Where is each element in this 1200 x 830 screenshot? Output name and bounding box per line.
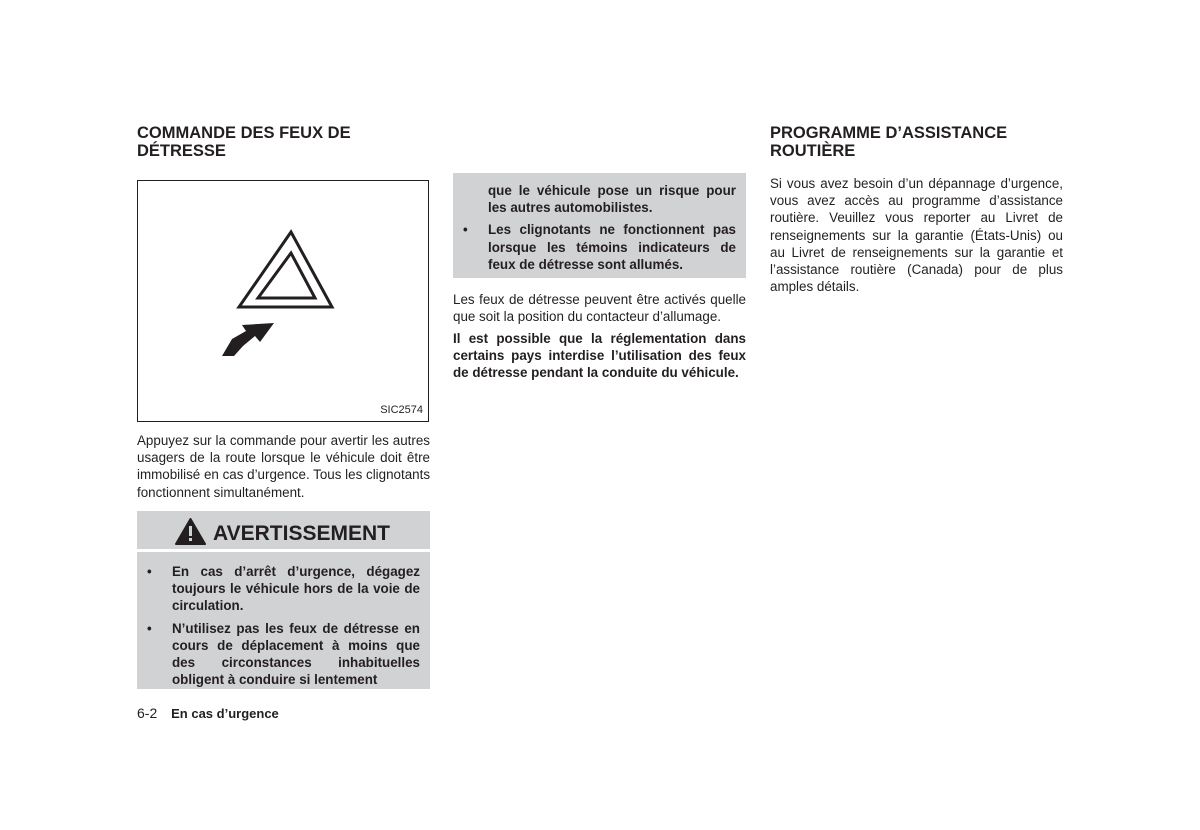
roadside-heading-line1: PROGRAMME D’ASSISTANCE	[770, 124, 1008, 142]
warning-item	[138, 563, 420, 615]
regulation-paragraph: Il est possible que la réglementation dans certains pays interdise l’utilisation des feux de détresse pendant la conduite du véhicule.	[453, 331, 746, 381]
warning-list	[138, 563, 420, 688]
bullet-icon: •	[463, 222, 468, 238]
figure-code: SIC2574	[380, 404, 423, 416]
bullet-icon: •	[147, 620, 152, 636]
hazard-switch-illustration	[138, 181, 428, 421]
warning-continuation-box	[453, 173, 746, 278]
page-footer	[137, 704, 279, 723]
hazard-heading-line1: COMMANDE DES FEUX DE	[137, 124, 351, 142]
roadside-heading-line2: ROUTIÈRE	[770, 141, 856, 160]
hazard-switch-figure	[137, 180, 429, 422]
warning-item	[138, 620, 420, 689]
bullet-icon: •	[147, 564, 152, 579]
warning-item-text: N’utilisez pas les feux de détresse en cours de déplacement à moins que des circonstances inhabituelles obligent à conduire si lentement	[172, 620, 420, 688]
warning-continuation: que le véhicule pose un risque pour les autres automobilistes.	[488, 183, 736, 216]
warning-triangle-icon	[175, 518, 206, 546]
roadside-section-heading	[770, 125, 1070, 160]
warning-list-continued	[454, 221, 736, 273]
warning-item-text: En cas d’arrêt d’urgence, dégagez toujours le véhicule hors de la voie de circulation.	[172, 564, 420, 614]
hazard-triangle-icon	[239, 232, 332, 307]
hazard-section-heading	[137, 125, 437, 160]
hazard-description: Appuyez sur la commande pour avertir les autres usagers de la route lorsque le véhicule doit être immobilisé en cas d’urgence. Tous les clignotants fonctionnent simultanément.	[137, 433, 431, 500]
warning-header	[137, 511, 430, 549]
warning-item-text: Les clignotants ne fonctionnent pas lorsque les témoins indicateurs de feux de détresse sont allumés.	[488, 222, 736, 272]
warning-body	[137, 552, 430, 689]
page-number: 6-2	[137, 705, 158, 721]
warning-title: AVERTISSEMENT	[213, 522, 390, 545]
warning-item	[454, 221, 736, 273]
activation-paragraph: Les feux de détresse peuvent être activés quelle que soit la position du contacteur d’allumage.	[453, 292, 746, 325]
hazard-heading-line2: DÉTRESSE	[137, 141, 226, 160]
roadside-paragraph: Si vous avez besoin d’un dépannage d’urgence, vous avez accès au programme d’assistance routière. Veuillez vous reporter au Livret de renseignements sur la garantie (États-Unis) ou au Livret de renseignements sur la garantie et l’assistance routière (Canada) pour de plus amples détails.	[770, 176, 1063, 295]
section-title: En cas d’urgence	[171, 706, 279, 721]
press-arrow-icon	[222, 323, 274, 356]
